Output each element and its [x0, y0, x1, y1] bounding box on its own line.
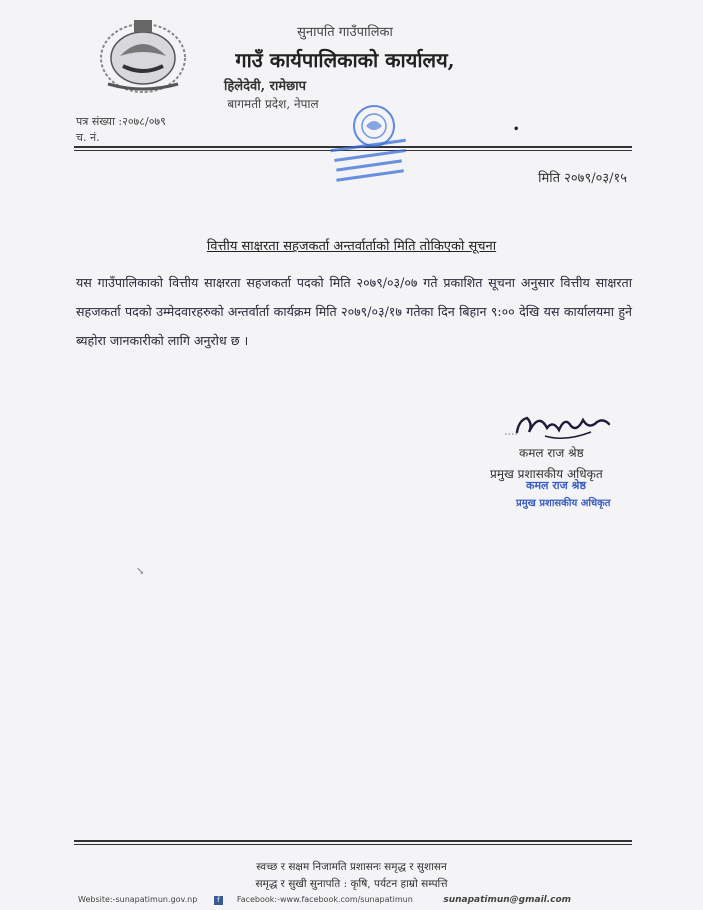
facebook-icon: f: [214, 896, 223, 905]
municipality-name: सुनापति गाउँपालिका: [297, 25, 393, 40]
handwritten-signature-icon: [505, 402, 615, 446]
notice-body: यस गाउँपालिकाको वित्तीय साक्षरता सहजकर्ता पदको मिति २०७९/०३/०७ गते प्रकाशित सूचना अनुसार वित्तीय साक्षरता सहजकर्ता पदको उम्मेदवारहरुको अन्तर्वार्ता कार्यक्रम मिति २०७९/०३/१७ गतेका दिन बिहान ९:०० देखि यस कार्यालयमा हुने ब्यहोरा जानकारीको लागि अनुरोध छ ।: [76, 275, 632, 348]
signatory-name: कमल राज श्रेष्ठ: [519, 446, 584, 460]
footer-website[interactable]: Website:-sunapatimun.gov.np: [78, 895, 198, 904]
office-seal-stamp-icon: [322, 104, 422, 192]
stray-dot: •: [513, 124, 520, 135]
letter-number: पत्र संख्या :२०७८/०७९: [76, 115, 166, 128]
footer-motto-2: समृद्ध र सुखी सुनापति : कृषि, पर्यटन हाम्रो सम्पत्ति: [255, 878, 448, 890]
footer-email[interactable]: sunapatimun@gmail.com: [443, 895, 572, 905]
footer-divider-thin: [74, 844, 632, 845]
notice-subject: वित्तीय साक्षरता सहजकर्ता अन्तर्वार्ताको मिति तोकिएको सूचना: [206, 239, 497, 254]
name-stamp: कमल राज श्रेष्ठ: [526, 479, 586, 492]
designation-stamp: प्रमुख प्रशासकीय अधिकृत: [516, 498, 611, 509]
footer-facebook[interactable]: f Facebook:-www.facebook.com/sunapatimun: [214, 895, 427, 904]
signatory-designation: प्रमुख प्रशासकीय अधिकृत: [490, 467, 603, 481]
footer-contacts: [78, 895, 638, 910]
stray-mark: ↘: [136, 566, 145, 577]
letter-date: मिति २०७९/०३/१५: [538, 171, 627, 186]
province-country: बागमती प्रदेश, नेपाल: [227, 97, 319, 111]
footer-motto-1: स्वच्छ र सक्षम निजामति प्रशासनः समृद्ध र सुशासन: [256, 861, 447, 873]
office-location: हिलेदेवी, रामेछाप: [224, 79, 306, 94]
office-title: गाउँ कार्यपालिकाको कार्यालय,: [235, 48, 455, 72]
dispatch-number: च. नं.: [76, 131, 100, 144]
footer-divider: [74, 840, 632, 842]
